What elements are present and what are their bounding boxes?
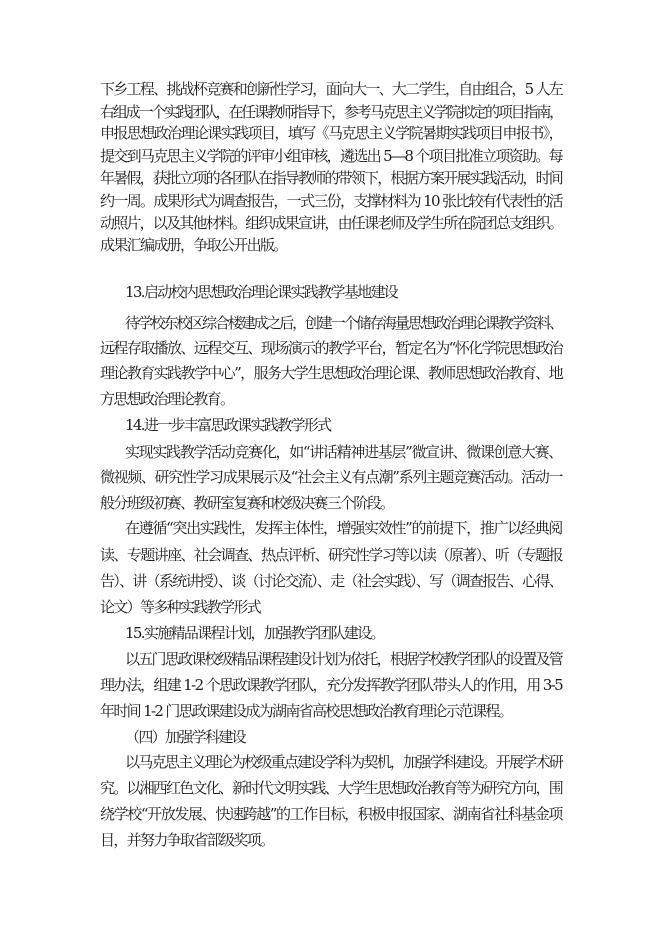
text-line: 在遵循“突出实践性，发挥主体性，增强实效性”的前提下，推广以经典阅 bbox=[125, 519, 562, 537]
text-line: 待学校东校区综合楼建成之后，创建一个储存海量思想政治理论课教学资料、 bbox=[125, 314, 562, 332]
text-line: 理办法，组建 1-2 个思政课教学团队，充分发挥教学团队带头人的作用，用 3-5 bbox=[100, 676, 562, 694]
text-line: 成果汇编成册，争取公开出版。 bbox=[100, 236, 287, 254]
text-line: 微视频、研究性学习成果展示及“社会主义有点潮”系列主题竞赛活动。活动一 bbox=[100, 468, 562, 486]
text-line: （四）加强学科建设 bbox=[125, 728, 245, 746]
text-line: 13.启动校内思想政治理论课实践教学基地建设 bbox=[125, 283, 398, 301]
text-line: 以马克思主义理论为校级重点建设学科为契机，加强学科建设。开展学术研 bbox=[125, 753, 562, 771]
text-line: 右组成一个实践团队，在任课教师指导下，参考马克思主义学院拟定的项目指南， bbox=[100, 103, 562, 121]
text-line: 申报思想政治理论课实践项目，填写《马克思主义学院暑期实践项目申报书》， bbox=[100, 124, 562, 142]
text-line: 远程存取播放、远程交互、现场演示的教学平台，暂定名为“怀化学院思想政治 bbox=[100, 339, 562, 357]
text-line: 以五门思政课校级精品课程建设计划为依托，根据学校教学团队的设置及管 bbox=[125, 650, 562, 668]
text-line: 理论教育实践教学中心”，服务大学生思想政治理论课、教师思想政治教育、地 bbox=[100, 364, 562, 382]
text-line: 14.进一步丰富思政课实践教学形式 bbox=[125, 416, 331, 434]
text-line: 论文）等多种实践教学形式 bbox=[100, 598, 260, 616]
text-line: 提交到马克思主义学院的评审小组审核，遴选出 5—8 个项目批准立项资助。每 bbox=[100, 147, 562, 165]
text-line: 年暑假，获批立项的各团队在指导教师的带领下，根据方案开展实践活动，时间 bbox=[100, 169, 562, 187]
text-line: 实现实践教学活动竞赛化，如“讲话精神进基层”微宣讲、微课创意大赛、 bbox=[125, 443, 562, 461]
text-line: 下乡工程、挑战杯竞赛和创新性学习，面向大一、大二学生，自由组合，5 人左 bbox=[100, 80, 562, 98]
text-line: 约一周。成果形式为调查报告，一式三份，支撑材料为 10 张比较有代表性的活 bbox=[100, 192, 562, 210]
text-line: 读、专题讲座、社会调查、热点评析、研究性学习等以读（原著）、听（专题报 bbox=[100, 546, 562, 564]
text-line: 究。以湘西红色文化、新时代文明实践、大学生思想政治教育等为研究方向，围 bbox=[100, 779, 562, 797]
text-line: 告）、讲（系统讲授）、谈（讨论交流）、走（社会实践）、写（调查报告、心得、 bbox=[100, 572, 562, 590]
text-line: 目，并努力争取省部级奖项。 bbox=[100, 831, 274, 849]
text-line: 15.实施精品课程计划，加强教学团队建设。 bbox=[125, 624, 384, 642]
text-line: 绕学校“开放发展、快速跨越”的工作目标，积极申报国家、湖南省社科基金项 bbox=[100, 805, 562, 823]
text-line: 年时间 1-2 门思政课建设成为湖南省高校思想政治教育理论示范课程。 bbox=[100, 702, 512, 720]
text-line: 般分班级初赛、教研室复赛和校级决赛三个阶段。 bbox=[100, 494, 394, 512]
text-line: 方思想政治理论教育。 bbox=[100, 390, 234, 408]
text-line: 动照片，以及其他材料。组织成果宣讲，由任课老师及学生所在院团总支组织。 bbox=[100, 214, 562, 232]
